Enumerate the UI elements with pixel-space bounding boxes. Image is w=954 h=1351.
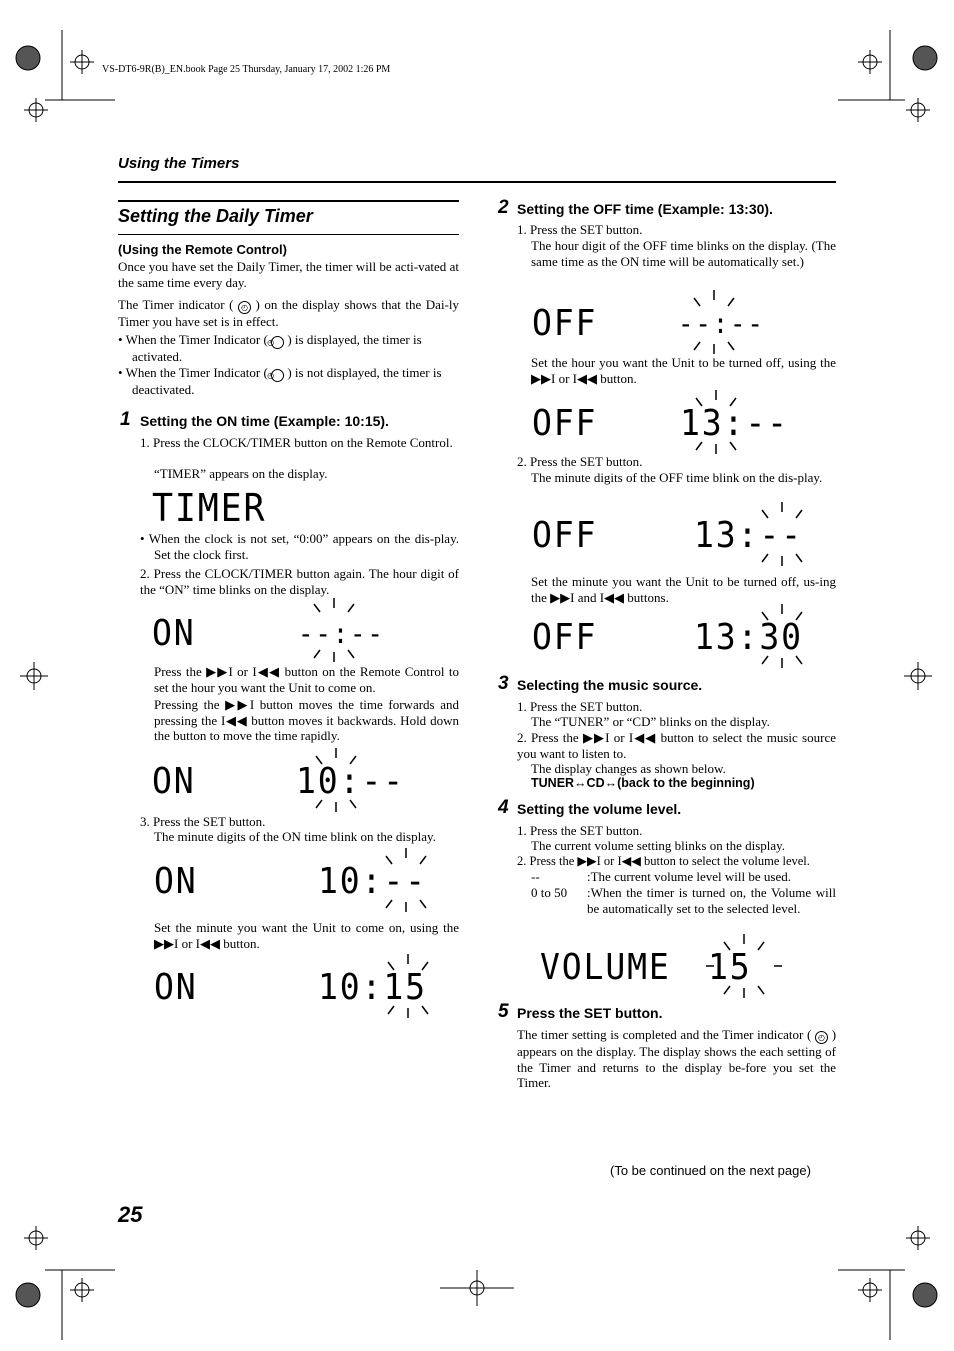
step1-bullet-text: When the clock is not set, “0:00” appears on the dis-play. Set the clock first.: [148, 531, 459, 562]
blink-marks-2: [300, 748, 380, 818]
file-info: VS-DT6-9R(B)_EN.book Page 25 Thursday, January 17, 2002 1:26 PM: [102, 64, 391, 75]
volume-option-1-key: --: [531, 869, 540, 884]
bullet-2: • When the Timer Indicator ( ◴ ) is not displayed, the timer is deactivated.: [118, 365, 442, 397]
step-3-number: 3: [498, 673, 509, 694]
step4-item-1b: The current volume setting blinks on the display.: [531, 838, 786, 853]
blink-marks-4: [378, 954, 458, 1024]
timer-indicator-icon: ◴: [815, 1031, 828, 1044]
intro2-text-a: The Timer indicator (: [118, 297, 234, 312]
title-rule-bottom: [118, 234, 459, 235]
lcd-off-4-left: OFF: [532, 617, 598, 658]
lcd-on-1-left: ON: [152, 613, 196, 654]
step5-paragraph: [517, 1027, 836, 1091]
intro2-text-b: ) on the display shows that the Dai-ly Timer you have set is in effect.: [118, 297, 460, 329]
timer-indicator-icon: ◴: [238, 301, 251, 314]
bullet1-text-b: ) is displayed, the timer is activated.: [132, 332, 422, 364]
lcd-off-4-right: 13:30: [694, 617, 803, 658]
bullet2-text-a: When the Timer Indicator (: [125, 365, 268, 380]
step-5-title: Press the SET button.: [517, 1005, 663, 1021]
blink-marks-8: [752, 604, 832, 674]
step1-item-1: 1. Press the CLOCK/TIMER button on the Remote Control.: [140, 435, 453, 450]
intro-paragraph-2: [118, 297, 459, 330]
intro-paragraph-1: Once you have set the Daily Timer, the timer will be acti-vated at the same time every day.: [118, 259, 459, 290]
step-5-number: 5: [498, 1001, 509, 1022]
continued-note: (To be continued on the next page): [610, 1163, 811, 1178]
step5-text-b: ) appears on the display. The display shows the each setting of the Timer and returns to the display be-fore you set the Timer.: [517, 1027, 837, 1090]
blink-marks-7: [752, 502, 832, 572]
step-2-title: Setting the OFF time (Example: 13:30).: [517, 201, 773, 217]
step-1-title: Setting the ON time (Example: 10:15).: [140, 413, 389, 429]
step2-para-2: Set the minute you want the Unit to be turned off, us-ing the ▶▶I and I◀◀ buttons.: [531, 574, 836, 605]
blink-marks-1: [300, 598, 380, 668]
step2-item-2: 2. Press the SET button.: [517, 454, 643, 469]
blink-marks-5: [680, 290, 760, 360]
volume-option-1-value: :The current volume level will be used.: [587, 869, 791, 884]
lcd-on-4-right: 10:15: [318, 967, 427, 1008]
step3-item-1: 1. Press the SET button.: [517, 699, 643, 714]
lcd-off-1-right: --:--: [678, 307, 765, 340]
blink-marks-9: [706, 934, 786, 1004]
lcd-off-3-right: 13:--: [694, 515, 803, 556]
lcd-on-3-right: 10:--: [318, 861, 427, 902]
lcd-volume-right: 15: [708, 947, 752, 988]
step2-item-2b: The minute digits of the OFF time blink on the dis-play.: [531, 470, 823, 485]
lcd-on-3-left: ON: [154, 861, 198, 902]
blink-marks-6: [680, 390, 760, 460]
step-4-number: 4: [498, 797, 509, 818]
lcd-off-3-left: OFF: [532, 515, 598, 556]
step1-item-2: 2. Press the CLOCK/TIMER button again. The hour digit of the “ON” time blinks on the display.: [140, 566, 459, 597]
step1-para-3: Set the minute you want the Unit to come on, using the ▶▶I or I◀◀ button.: [154, 920, 459, 951]
title-rule-top: [118, 200, 459, 202]
lcd-on-1-right: --:--: [298, 617, 385, 650]
bullet-1: • When the Timer Indicator ( ◴ ) is displayed, the timer is activated.: [118, 332, 422, 364]
step5-text-a: The timer setting is completed and the Timer indicator (: [517, 1027, 812, 1042]
section-label: Using the Timers: [118, 155, 240, 172]
step2-item-1b: The hour digit of the OFF time blinks on the display. (The same time as the ON time will be automatically set.): [531, 238, 836, 269]
bullet1-text-a: When the Timer Indicator (: [125, 332, 268, 347]
page-number: 25: [118, 1202, 143, 1227]
volume-option-2-value: :When the timer is turned on, the Volume will be automatically set to the selected level.: [587, 885, 836, 916]
lcd-on-4-left: ON: [154, 967, 198, 1008]
subheading: (Using the Remote Control): [118, 242, 287, 257]
lcd-on-2-right: 10:--: [296, 761, 405, 802]
step3-item-2b: The display changes as shown below.: [531, 761, 726, 776]
step-2-number: 2: [498, 197, 509, 218]
blink-marks-3: [378, 848, 458, 918]
lcd-timer: TIMER: [152, 486, 267, 530]
step1-item-1b: “TIMER” appears on the display.: [154, 466, 328, 481]
timer-indicator-icon: ◴: [271, 369, 284, 382]
lcd-off-1-left: OFF: [532, 303, 598, 344]
lcd-on-2-left: ON: [152, 761, 196, 802]
step1-para-1: Press the ▶▶I or I◀◀ button on the Remote Control to set the hour you want the Unit to come on.: [154, 664, 459, 695]
timer-indicator-icon: ◴: [271, 336, 284, 349]
step-3-title: Selecting the music source.: [517, 677, 703, 693]
bullet2-text-b: ) is not displayed, the timer is deactivated.: [132, 365, 442, 397]
step3-item-1b: The “TUNER” or “CD” blinks on the display.: [531, 714, 770, 729]
step4-item-2: 2. Press the ▶▶I or I◀◀ button to select the volume level.: [517, 854, 810, 868]
lcd-off-2-left: OFF: [532, 403, 598, 444]
step1-item-3b: The minute digits of the ON time blink on the display.: [154, 829, 436, 844]
step1-para-2: Pressing the ▶▶I button moves the time forwards and pressing the I◀◀ button moves it backwards. Hold down the button to move the time rapidly.: [154, 697, 459, 743]
lcd-off-2-right: 13:--: [680, 403, 789, 444]
step1-item-3: 3. Press the SET button.: [140, 814, 266, 829]
source-sequence: TUNER↔CD↔(back to the beginning): [531, 776, 755, 790]
step1-bullet: • When the clock is not set, “0:00” appears on the dis-play. Set the clock first.: [140, 531, 459, 562]
step3-item-2: 2. Press the ▶▶I or I◀◀ button to select the music source you want to listen to.: [517, 730, 836, 761]
step-1-number: 1: [120, 409, 131, 430]
step2-para-1: Set the hour you want the Unit to be turned off, using the ▶▶I or I◀◀ button.: [531, 355, 836, 386]
step2-item-1: 1. Press the SET button.: [517, 222, 643, 237]
lcd-volume-left: VOLUME: [540, 947, 671, 988]
header-rule: [118, 181, 836, 183]
step4-item-1: 1. Press the SET button.: [517, 823, 643, 838]
section-title: Setting the Daily Timer: [118, 206, 313, 226]
step-4-title: Setting the volume level.: [517, 801, 682, 817]
volume-option-2-key: 0 to 50: [531, 885, 568, 900]
